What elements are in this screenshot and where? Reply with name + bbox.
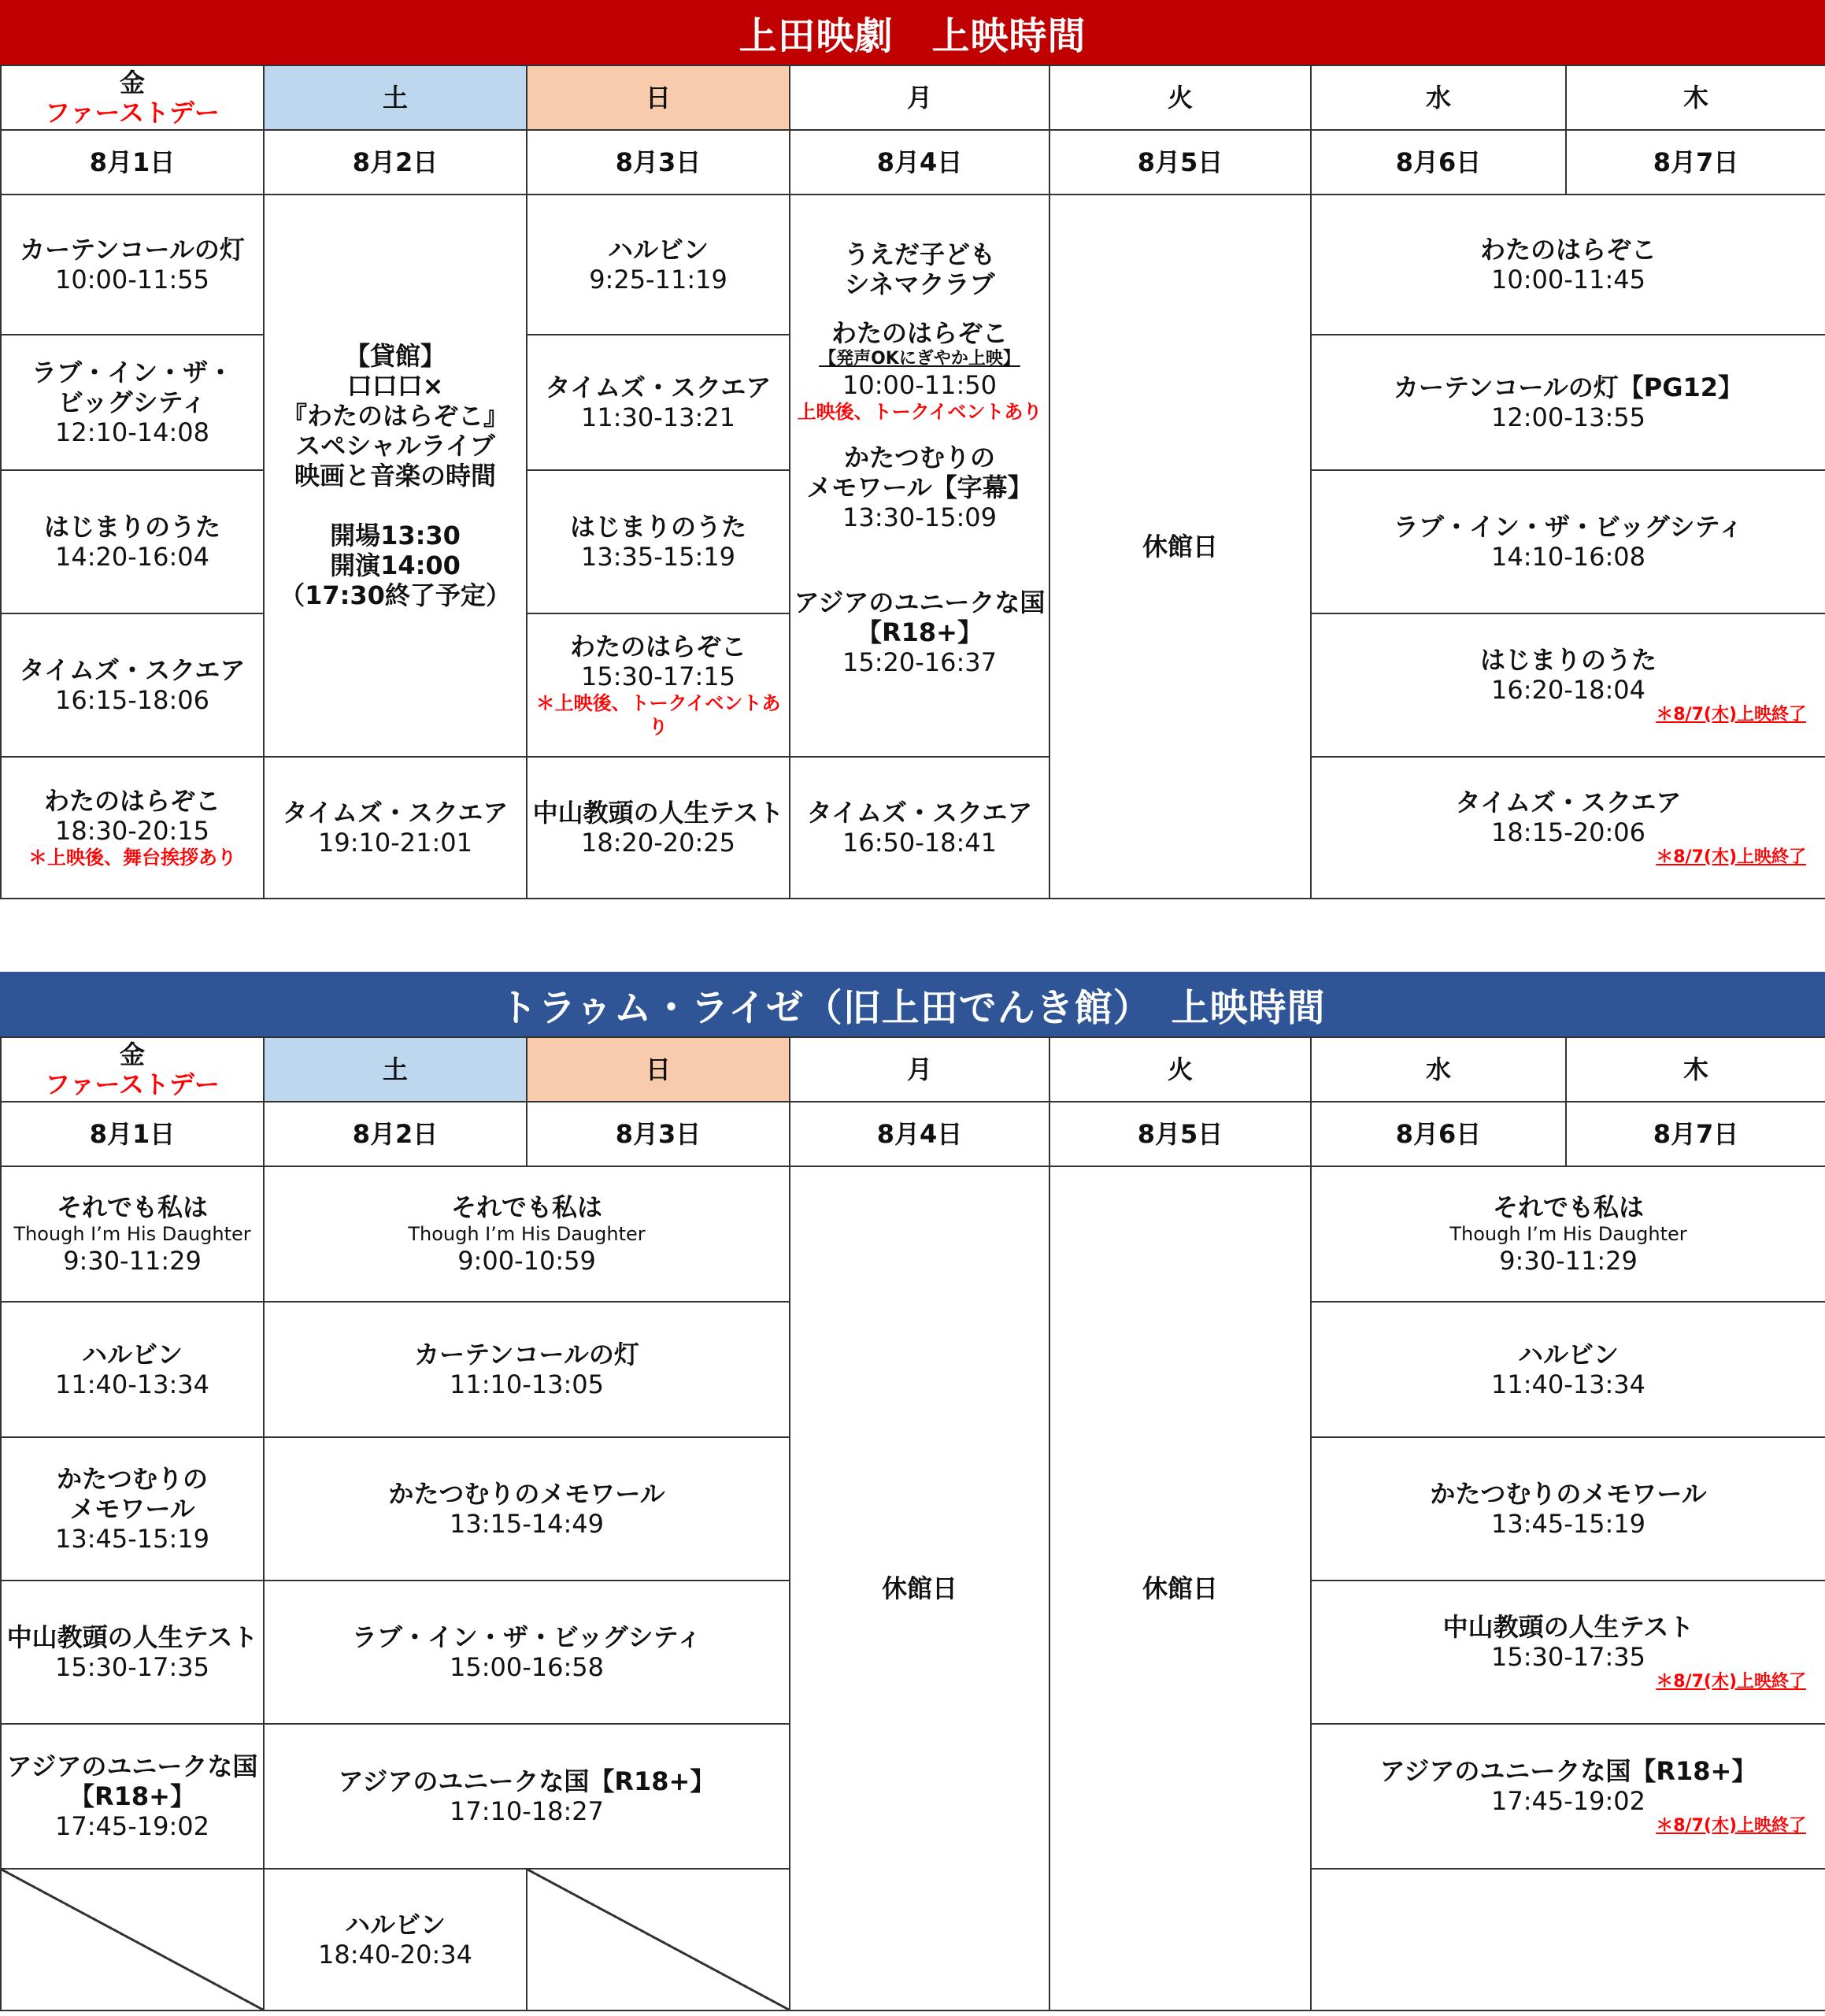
date-cell: 8月7日 [1566, 1102, 1825, 1166]
screening-cell: アジアのユニークな国【R18+】 17:45-19:02 ＊8/7(木)上映終了 [1311, 1724, 1825, 1869]
date-cell: 8月3日 [527, 1102, 790, 1166]
day-tue: 火 [1049, 1037, 1311, 1102]
weekday-row [1, 65, 1825, 130]
screening-cell: ハルビン 9:25-11:19 [527, 195, 790, 335]
screening-end-note: ＊8/7(木)上映終了 [1656, 1816, 1806, 1836]
closed-day-cell: 休館日 [790, 1166, 1049, 2010]
weekday-row [1, 1037, 1825, 1102]
theater1-title: 上田映劇 上映時間 [0, 0, 1825, 65]
screening-cell: 中山教頭の人生テスト 15:30-17:35 ＊8/7(木)上映終了 [1311, 1581, 1825, 1724]
day-thu: 木 [1566, 65, 1825, 130]
screening-cell: タイムズ・スクエア 16:50-18:41 [790, 757, 1049, 899]
date-cell: 8月5日 [1049, 1102, 1311, 1166]
first-day-label: ファーストデー [45, 1069, 220, 1099]
date-cell: 8月2日 [264, 130, 527, 195]
screening-cell: 中山教頭の人生テスト 18:20-20:25 [527, 757, 790, 899]
monday-program-cell: うえだ子ども シネマクラブ わたのはらぞこ 【発声OKにぎやか上映】 10:00-11:50 上映後、トークイベントあり かたつむりの メモワール【字幕】 13:30-15:09 アジアのユニークな国 【R18+】 15:20-16:37 [790, 195, 1049, 757]
empty-cell [1311, 1869, 1825, 2010]
first-day-label: ファーストデー [45, 98, 220, 128]
screening-cell: ハルビン 11:40-13:34 [1311, 1302, 1825, 1437]
screening-cell: はじまりのうた 16:20-18:04 ＊8/7(木)上映終了 [1311, 613, 1825, 757]
date-cell: 8月7日 [1566, 130, 1825, 195]
day-tue: 火 [1049, 65, 1311, 130]
screening-cell: 中山教頭の人生テスト 15:30-17:35 [1, 1581, 264, 1724]
screening-cell: ラブ・イン・ザ・ ビッグシティ 12:10-14:08 [1, 335, 264, 470]
date-cell: 8月2日 [264, 1102, 527, 1166]
date-cell: 8月4日 [790, 130, 1049, 195]
screening-cell: かたつむりのメモワール 13:15-14:49 [264, 1437, 790, 1581]
screening-cell: タイムズ・スクエア 19:10-21:01 [264, 757, 527, 899]
closed-day-cell: 休館日 [1049, 1166, 1311, 2010]
date-cell: 8月1日 [1, 130, 264, 195]
day-wed: 水 [1311, 1037, 1566, 1102]
screening-cell: ラブ・イン・ザ・ビッグシティ 14:10-16:08 [1311, 470, 1825, 613]
screening-cell: わたのはらぞこ 18:30-20:15 ＊上映後、舞台挨拶あり [1, 757, 264, 899]
screening-cell: ハルビン 11:40-13:34 [1, 1302, 264, 1437]
screening-cell: ラブ・イン・ザ・ビッグシティ 15:00-16:58 [264, 1581, 790, 1724]
day-sat: 土 [264, 65, 527, 130]
screening-cell: タイムズ・スクエア 18:15-20:06 ＊8/7(木)上映終了 [1311, 757, 1825, 899]
closed-day-cell: 休館日 [1049, 195, 1311, 899]
screening-cell: はじまりのうた 14:20-16:04 [1, 470, 264, 613]
screening-cell: タイムズ・スクエア 16:15-18:06 [1, 613, 264, 757]
screening-cell: アジアのユニークな国【R18+】 17:10-18:27 [264, 1724, 790, 1869]
screening-end-note: ＊8/7(木)上映終了 [1656, 847, 1806, 867]
screening-cell: それでも私は Though I’m His Daughter 9:30-11:29 [1, 1166, 264, 1302]
date-row [1, 1102, 1825, 1166]
screening-cell: それでも私は Though I’m His Daughter 9:30-11:29 [1311, 1166, 1825, 1302]
screening-cell: ハルビン 18:40-20:34 [264, 1869, 527, 2010]
date-cell: 8月6日 [1311, 130, 1566, 195]
screening-cell: カーテンコールの灯 10:00-11:55 [1, 195, 264, 335]
screening-end-note: ＊8/7(木)上映終了 [1656, 705, 1806, 724]
empty-slash-cell [527, 1869, 790, 2010]
date-row [1, 130, 1825, 195]
date-cell: 8月4日 [790, 1102, 1049, 1166]
screening-cell: アジアのユニークな国 【R18+】 17:45-19:02 [1, 1724, 264, 1869]
date-cell: 8月3日 [527, 130, 790, 195]
screening-cell: はじまりのうた 13:35-15:19 [527, 470, 790, 613]
theater1-schedule-table [0, 65, 1825, 899]
day-mon: 月 [790, 65, 1049, 130]
empty-slash-cell [1, 1869, 264, 2010]
day-sun: 日 [527, 65, 790, 130]
theater2-schedule-table [0, 1036, 1825, 2011]
date-cell: 8月6日 [1311, 1102, 1566, 1166]
day-wed: 水 [1311, 65, 1566, 130]
screening-cell: それでも私は Though I’m His Daughter 9:00-10:59 [264, 1166, 790, 1302]
screening-cell: かたつむりのメモワール 13:45-15:19 [1311, 1437, 1825, 1581]
theater2-title: トラゥム・ライゼ（旧上田でんき館） 上映時間 [0, 972, 1825, 1036]
day-thu: 木 [1566, 1037, 1825, 1102]
screening-cell: カーテンコールの灯 11:10-13:05 [264, 1302, 790, 1437]
day-fri: 金 ファーストデー [1, 65, 264, 130]
day-fri: 金 ファーストデー [1, 1037, 264, 1102]
screening-cell: かたつむりの メモワール 13:45-15:19 [1, 1437, 264, 1581]
screening-cell: タイムズ・スクエア 11:30-13:21 [527, 335, 790, 470]
date-cell: 8月1日 [1, 1102, 264, 1166]
screening-cell: カーテンコールの灯【PG12】 12:00-13:55 [1311, 335, 1825, 470]
screening-cell: わたのはらぞこ 10:00-11:45 [1311, 195, 1825, 335]
screening-cell: わたのはらぞこ 15:30-17:15 ＊上映後、トークイベントあり [527, 613, 790, 757]
day-sun: 日 [527, 1037, 790, 1102]
date-cell: 8月5日 [1049, 130, 1311, 195]
special-event-cell: 【貸館】 口口口× 『わたのはらぞこ』 スペシャルライブ 映画と音楽の時間 開場13:30 開演14:00 （17:30終了予定） [264, 195, 527, 757]
screening-end-note: ＊8/7(木)上映終了 [1656, 1672, 1806, 1692]
day-sat: 土 [264, 1037, 527, 1102]
day-mon: 月 [790, 1037, 1049, 1102]
